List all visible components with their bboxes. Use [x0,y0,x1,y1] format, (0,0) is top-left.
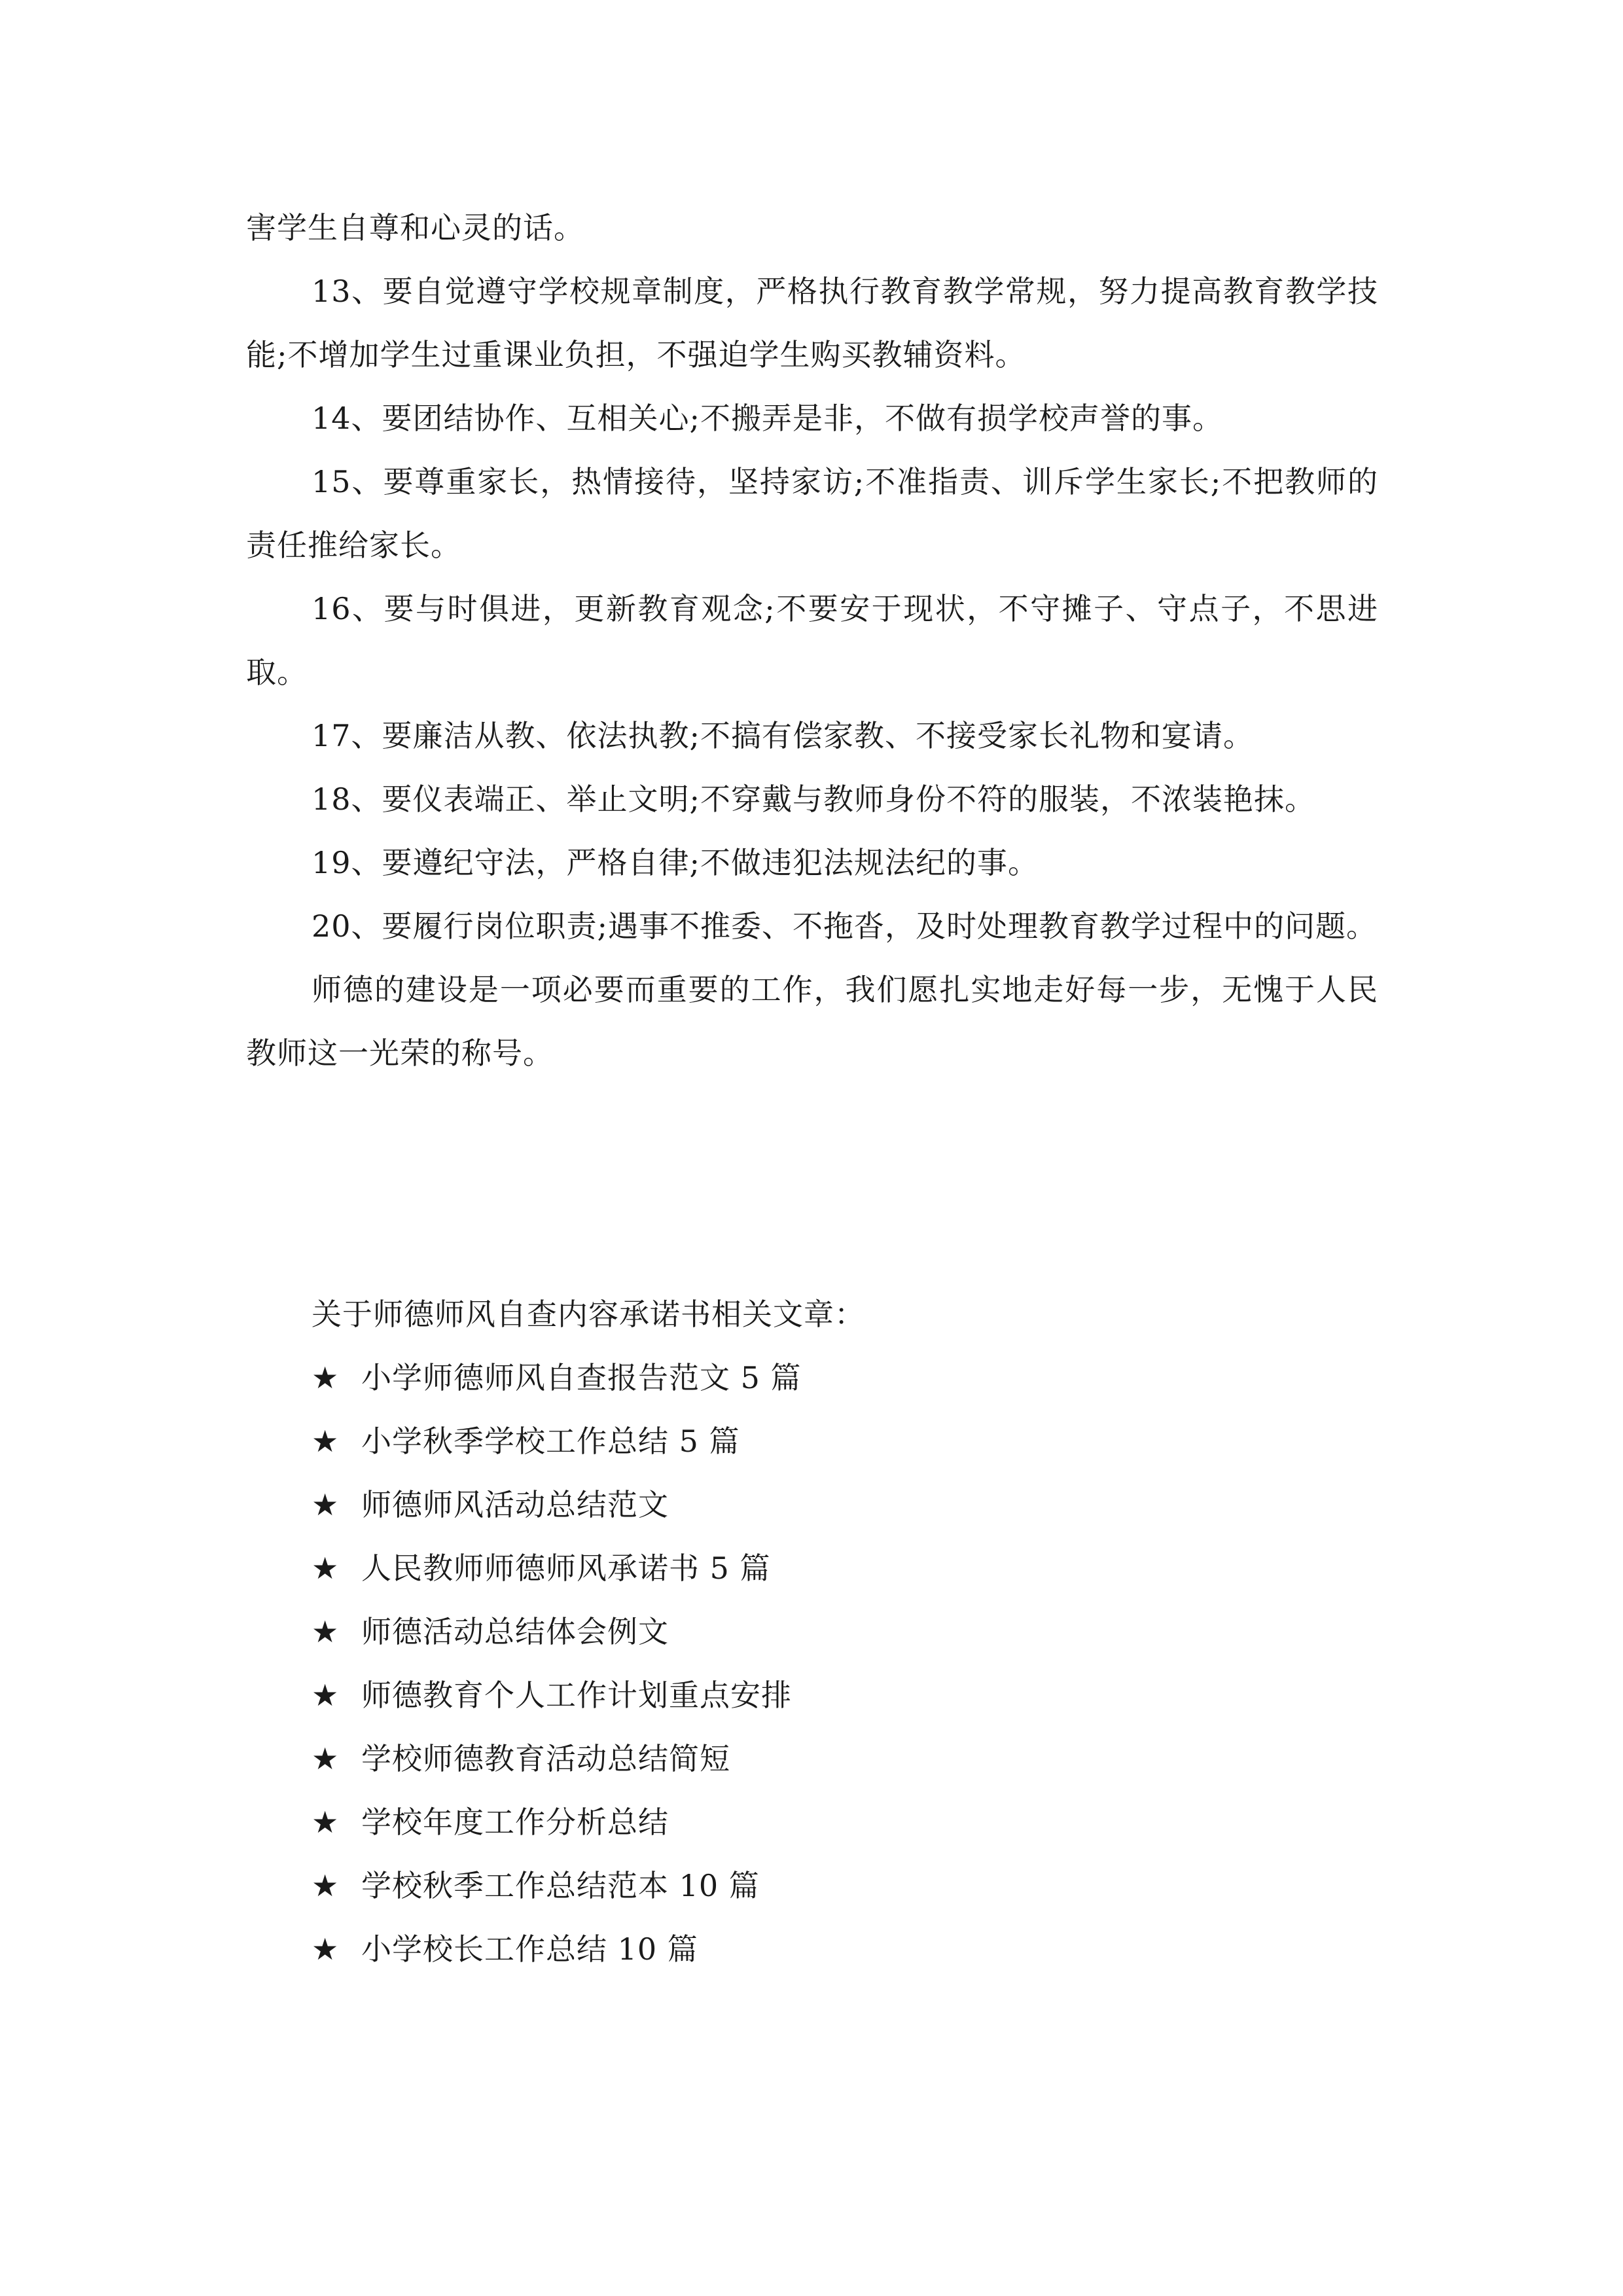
paragraph-continuation: 害学生自尊和心灵的话。 [246,210,584,245]
star-icon: ★ [312,1551,340,1586]
related-article-label: 人民教师师德师风承诺书 5 篇 [361,1551,771,1586]
related-article-label: 学校秋季工作总结范本 10 篇 [361,1868,760,1903]
related-articles-list [246,1346,1378,1981]
related-article-link[interactable] [246,1346,1378,1410]
paragraph-item-14: 14、要团结协作、互相关心;不搬弄是非，不做有损学校声誉的事。 [312,401,1224,436]
related-article-label: 师德活动总结体会例文 [361,1614,669,1649]
related-articles-title: 关于师德师风自查内容承诺书相关文章： [312,1297,865,1332]
related-article-link[interactable] [246,1791,1378,1854]
star-icon: ★ [312,1487,340,1522]
related-article-label: 小学秋季学校工作总结 5 篇 [361,1424,740,1459]
paragraph-conclusion: 师德的建设是一项必要而重要的工作，我们愿扎实地走好每一步，无愧于人民教师这一光荣的称号。 [246,972,1378,1071]
paragraph-item-16: 16、要与时俱进，更新教育观念;不要安于现状，不守摊子、守点子，不思进取。 [246,591,1378,690]
paragraph-item-15: 15、要尊重家长，热情接待，坚持家访;不准指责、训斥学生家长;不把教师的责任推给家长。 [246,464,1378,563]
related-articles [246,1283,1378,1981]
related-article-label: 学校师德教育活动总结简短 [361,1741,730,1776]
related-article-label: 小学师德师风自查报告范文 5 篇 [361,1360,802,1395]
related-article-link[interactable] [246,1473,1378,1537]
document-body [246,196,1378,1085]
paragraph-item-17: 17、要廉洁从教、依法执教;不搞有偿家教、不接受家长礼物和宴请。 [312,718,1255,753]
paragraph-item-13: 13、要自觉遵守学校规章制度，严格执行教育教学常规，努力提高教育教学技能;不增加学生过重课业负担，不强迫学生购买教辅资料。 [246,274,1378,372]
paragraph-item-18: 18、要仪表端正、举止文明;不穿戴与教师身份不符的服装，不浓装艳抹。 [312,781,1316,817]
star-icon: ★ [312,1741,340,1776]
star-icon: ★ [312,1424,340,1459]
related-article-link[interactable] [246,1600,1378,1664]
related-article-link[interactable] [246,1410,1378,1473]
related-article-label: 学校年度工作分析总结 [361,1804,669,1840]
star-icon: ★ [312,1614,340,1649]
related-article-link[interactable] [246,1664,1378,1727]
star-icon: ★ [312,1360,340,1395]
star-icon: ★ [312,1677,340,1713]
paragraph-item-20: 20、要履行岗位职责;遇事不推委、不拖沓，及时处理教育教学过程中的问题。 [312,908,1378,944]
related-article-label: 师德教育个人工作计划重点安排 [361,1677,792,1713]
related-article-label: 小学校长工作总结 10 篇 [361,1931,698,1967]
related-article-label: 师德师风活动总结范文 [361,1487,669,1522]
star-icon: ★ [312,1868,340,1903]
related-article-link[interactable] [246,1727,1378,1791]
related-article-link[interactable] [246,1918,1378,1981]
star-icon: ★ [312,1931,340,1967]
star-icon: ★ [312,1804,340,1840]
related-article-link[interactable] [246,1537,1378,1600]
paragraph-item-19: 19、要遵纪守法，严格自律;不做违犯法规法纪的事。 [312,845,1039,880]
related-article-link[interactable] [246,1854,1378,1918]
